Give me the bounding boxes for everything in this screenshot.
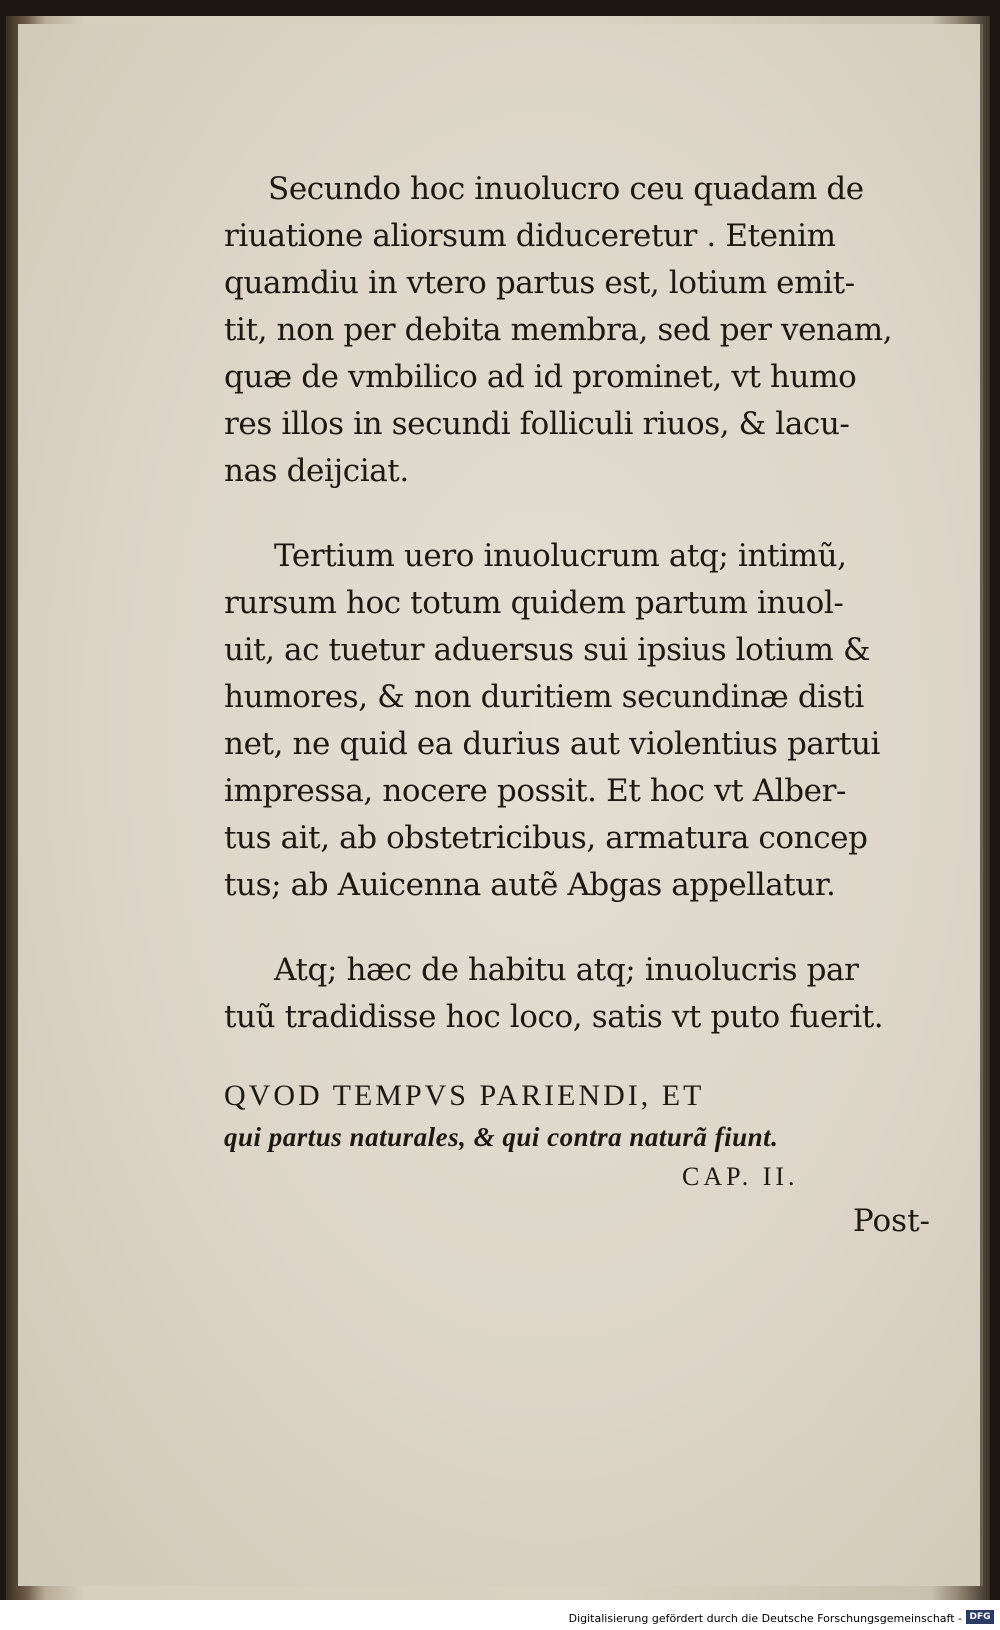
text-line: Secundo hoc inuolucro ceu quadam de [268, 171, 864, 207]
text-line: nas deijciat. [224, 453, 409, 489]
paragraph-gap [224, 1041, 940, 1075]
chapter-heading: QVOD TEMPVS PARIENDI, ET [224, 1079, 705, 1112]
text-line: tuũ tradidisse hoc loco, satis vt puto fuerit. [224, 999, 884, 1035]
paragraph-3 [224, 947, 940, 1041]
text-line: quamdiu in vtero partus est, lotium emit- [224, 265, 855, 301]
chapter-number: CAP. II. [682, 1162, 799, 1191]
text-line: uit, ac tuetur aduersus sui ipsius lotium & [224, 632, 871, 668]
text-line: humores, & non duritiem secundinæ disti [224, 679, 864, 715]
paragraph-gap [224, 495, 940, 533]
text-block [224, 166, 940, 1245]
text-line: tus; ab Auicenna autẽ Abgas appellatur. [224, 867, 836, 903]
chapter-subheading: qui partus naturales, & qui contra naturã fiunt. [224, 1122, 779, 1152]
paragraph-1 [224, 166, 940, 495]
paragraph-2 [224, 533, 940, 909]
dfg-logo: DFG [966, 1610, 994, 1624]
text-line: quæ de vmbilico ad id prominet, vt humo [224, 359, 857, 395]
text-line: tit, non per debita membra, sed per venam, [224, 312, 893, 348]
catchword: Post- [852, 1203, 930, 1239]
text-line: rursum hoc totum quidem partum inuol- [224, 585, 844, 621]
text-line: res illos in secundi folliculi riuos, & lacu- [224, 406, 850, 442]
text-line: Tertium uero inuolucrum atq; intimũ, [274, 538, 847, 574]
text-line: impressa, nocere possit. Et hoc vt Alber- [224, 773, 847, 809]
text-line: tus ait, ab obstetricibus, armatura concep [224, 820, 868, 856]
footer-credit: Digitalisierung gefördert durch die Deutsche Forschungsgemeinschaft - [568, 1612, 962, 1625]
text-line: riuatione aliorsum diduceretur . Etenim [224, 218, 836, 254]
paragraph-gap [224, 909, 940, 947]
text-line: net, ne quid ea durius aut violentius partui [224, 726, 881, 762]
text-line: Atq; hæc de habitu atq; inuolucris par [274, 952, 859, 988]
